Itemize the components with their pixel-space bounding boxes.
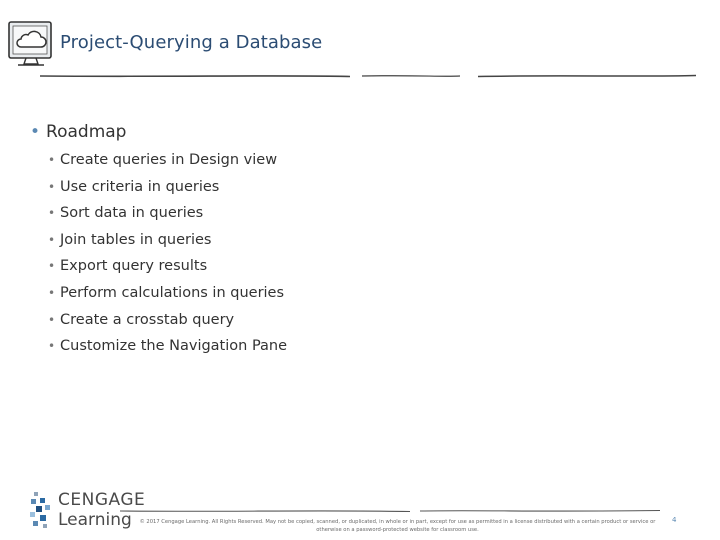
list-item-text: Create queries in Design view bbox=[60, 152, 278, 168]
bullet-icon: • bbox=[48, 153, 56, 167]
roadmap-heading bbox=[30, 122, 126, 142]
list-item-text: Sort data in queries bbox=[60, 205, 204, 222]
bullet-icon: • bbox=[48, 312, 56, 327]
roadmap-list bbox=[48, 148, 287, 361]
list-item bbox=[48, 334, 287, 361]
list-item bbox=[48, 201, 287, 228]
list-item bbox=[48, 254, 287, 281]
bullet-icon: • bbox=[48, 179, 56, 194]
cloud-monitor-icon bbox=[6, 18, 56, 70]
list-item-text: Customize the Navigation Pane bbox=[60, 338, 288, 355]
list-item-text: Export query results bbox=[60, 258, 208, 275]
bullet-icon: • bbox=[48, 285, 56, 300]
bullet-icon: • bbox=[48, 232, 56, 247]
bullet-icon: • bbox=[48, 339, 56, 354]
title-underline bbox=[40, 72, 696, 80]
bullet-icon: • bbox=[48, 206, 56, 221]
list-item-text: Join tables in queries bbox=[60, 231, 212, 248]
footer-underline bbox=[120, 508, 660, 514]
copyright-notice: © 2017 Cengage Learning. All Rights Reserved. May not be copied, scanned, or duplicated, in whole or in part, except for use as permitted in a license distributed with a certain product or service or otherwise on a password-protected website for classroom use. bbox=[139, 519, 656, 533]
bullet-icon: • bbox=[30, 122, 41, 142]
list-item bbox=[48, 175, 287, 202]
slide-title: Project-Querying a Database bbox=[60, 32, 323, 53]
list-item bbox=[48, 281, 287, 308]
list-item bbox=[48, 148, 287, 175]
logo-text-top: CENGAGE bbox=[58, 490, 146, 510]
list-item-text: Perform calculations in queries bbox=[60, 284, 285, 301]
list-item-text: Use criteria in queries bbox=[60, 178, 220, 195]
logo-text-bottom: Learning bbox=[58, 510, 132, 530]
cengage-logo-icon bbox=[28, 490, 54, 532]
bullet-icon: • bbox=[48, 259, 56, 274]
page-number: 4 bbox=[672, 516, 677, 524]
list-item-text: Create a crosstab query bbox=[60, 311, 235, 328]
roadmap-label: Roadmap bbox=[46, 122, 127, 142]
list-item bbox=[48, 228, 287, 255]
list-item bbox=[48, 308, 287, 335]
